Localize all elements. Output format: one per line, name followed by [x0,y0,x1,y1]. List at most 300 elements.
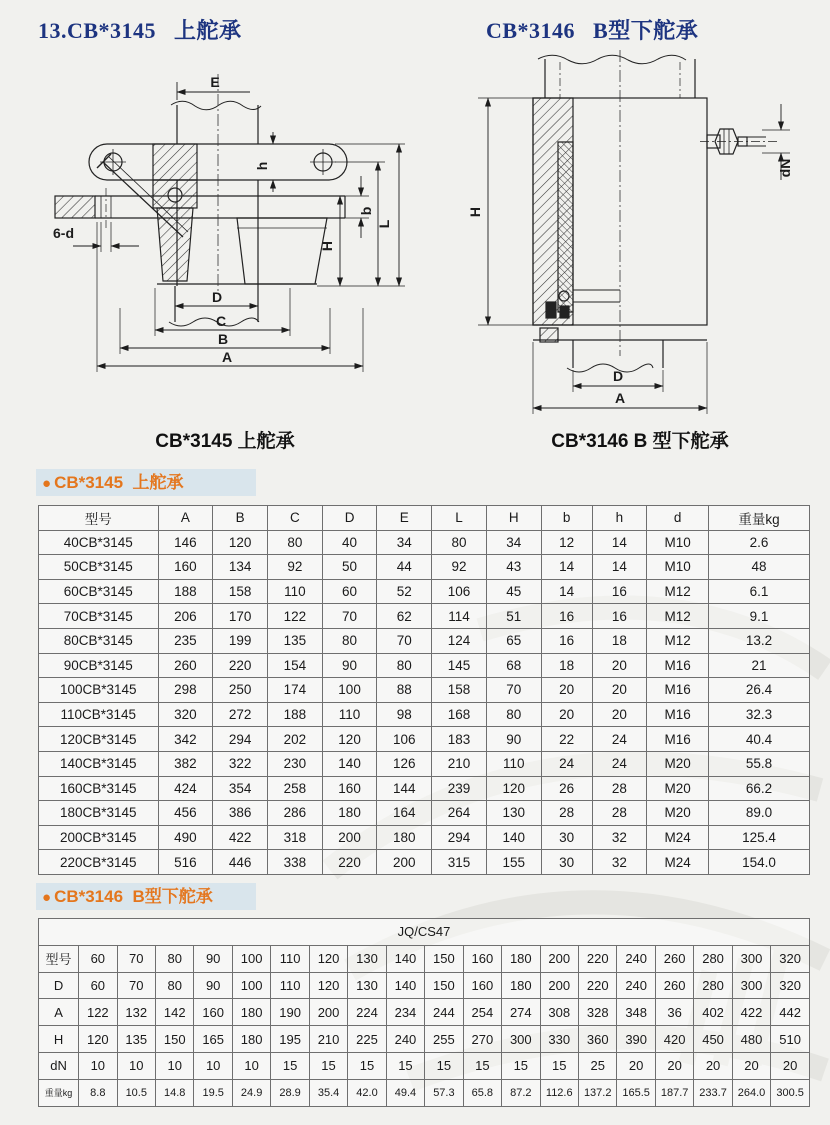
dim-label-C: C [215,313,227,329]
table-body [39,945,810,1106]
table-row [39,1052,810,1079]
table-cell: 10 [79,1052,117,1079]
column-header: 重量kg [708,506,809,531]
table-cell: 48 [708,555,809,580]
table-cell: 20 [732,1052,770,1079]
table-cell: 80 [156,972,194,999]
table-cell: 286 [267,801,322,826]
table-cell: 90 [322,653,377,678]
table-cell: 9.1 [708,604,809,629]
table-cell: 12 [541,530,592,555]
table-cell: 57.3 [425,1079,463,1106]
table-cell: M10 [647,530,709,555]
dim-label-H: H [467,206,483,218]
table-cell: 49.4 [386,1079,424,1106]
table-cell: 80 [322,628,377,653]
table-cell: 14 [541,555,592,580]
section-header-cb3146 [36,883,256,910]
table-cell: 130 [486,801,541,826]
table-cell: 10 [117,1052,155,1079]
column-header: 型号 [39,506,159,531]
table-cell: 510 [771,1026,810,1053]
table-cell: 450 [694,1026,732,1053]
table-row [39,727,810,752]
table-cell: 70CB*3145 [39,604,159,629]
table-cell: M24 [647,850,709,875]
table-cell: 272 [213,702,268,727]
dim-label-dN: dN [777,158,793,178]
table-cell: 28 [541,801,592,826]
table-cell: 140 [322,751,377,776]
table-cell: 135 [117,1026,155,1053]
table-cell: 142 [156,999,194,1026]
table-cell: 20 [592,678,647,703]
table-cell: 68 [486,653,541,678]
table-cell: 19.5 [194,1079,232,1106]
table-cell: 34 [377,530,432,555]
table-row [39,945,810,972]
table-row [39,1026,810,1053]
table-cell: dN [39,1052,79,1079]
table-cell: 32 [592,850,647,875]
section-header-text: CB*3145 上舵承 [54,473,184,492]
table-cell: 90CB*3145 [39,653,159,678]
table-cell: 120 [486,776,541,801]
table-cell: A [39,999,79,1026]
table-row [39,604,810,629]
column-header: E [377,506,432,531]
table-cell: 100CB*3145 [39,678,159,703]
table-cell: 165 [194,1026,232,1053]
table-cell: 100 [232,972,270,999]
table-cell: 80 [156,945,194,972]
table-cell: 98 [377,702,432,727]
table-cell: 40 [322,530,377,555]
column-header: B [213,506,268,531]
table-cell: 254 [463,999,501,1026]
table-cell: 160 [463,972,501,999]
dim-label-B: B [217,331,229,347]
table-cell: 264.0 [732,1079,770,1106]
table-cell: 16 [541,628,592,653]
table-cell: 180 [377,825,432,850]
table-cell: 70 [117,945,155,972]
table-cell: 480 [732,1026,770,1053]
table-cell: 202 [267,727,322,752]
table-cell: 165.5 [617,1079,655,1106]
table-cell: M12 [647,579,709,604]
table-cell: M16 [647,727,709,752]
caption-cb3145: CB*3145 上舵承 [155,431,295,452]
table-cell: 130 [348,972,386,999]
table-cell: 21 [708,653,809,678]
table-cell: 32.3 [708,702,809,727]
table-cell: 240 [386,1026,424,1053]
table-cell: 90 [194,972,232,999]
table-cell: 20 [541,702,592,727]
table-cell: 160 [322,776,377,801]
table-cell: 294 [213,727,268,752]
table-cell: 100 [322,678,377,703]
table-cell: 125.4 [708,825,809,850]
table-cell: 110 [322,702,377,727]
table-cell: 160 [158,555,213,580]
table-cell: 80 [486,702,541,727]
table-cell: 137.2 [578,1079,616,1106]
table-cell: 124 [432,628,487,653]
table-cell: 188 [158,579,213,604]
table-cell: 110 [486,751,541,776]
table-cell: 60 [79,972,117,999]
table-cell: 308 [540,999,578,1026]
table-cell: 420 [655,1026,693,1053]
table-cell: 490 [158,825,213,850]
table-cell: 422 [213,825,268,850]
table-cell: 87.2 [502,1079,540,1106]
table-cell: 390 [617,1026,655,1053]
table-cell: M10 [647,555,709,580]
table-cell: 43 [486,555,541,580]
table-cell: 8.8 [79,1079,117,1106]
table-cell: 30 [541,850,592,875]
table-cell: 15 [271,1052,309,1079]
table-cell: 70 [486,678,541,703]
table-cell: 20 [617,1052,655,1079]
dim-label-L: L [376,219,392,229]
table-cell: 型号 [39,945,79,972]
table-cell: 164 [377,801,432,826]
table-cell: 50 [322,555,377,580]
table-cell: 280 [694,972,732,999]
column-header: H [486,506,541,531]
table-cell: 14 [541,579,592,604]
table-cell: 60CB*3145 [39,579,159,604]
table-cell: 168 [432,702,487,727]
table-cell: 183 [432,727,487,752]
table-cell: 250 [213,678,268,703]
table-cell: 300.5 [771,1079,810,1106]
table-cell: 188 [267,702,322,727]
table-cell: 114 [432,604,487,629]
table-row [39,579,810,604]
table-cell: 20 [592,702,647,727]
table-cell: 230 [267,751,322,776]
table-cell: 130 [348,945,386,972]
column-header: L [432,506,487,531]
table-cell: 180 [232,999,270,1026]
table-cell: 225 [348,1026,386,1053]
table-cell: 60 [322,579,377,604]
table-cell: 80 [432,530,487,555]
table-cell: 70 [117,972,155,999]
section-header-text: CB*3146 B型下舵承 [54,887,213,906]
table-cell: 20 [592,653,647,678]
table-cell: 155 [486,850,541,875]
table-cell: 10 [156,1052,194,1079]
table-cell: M16 [647,702,709,727]
table-cell: 145 [432,653,487,678]
table-cell: 220 [578,972,616,999]
table-cell: 200 [377,850,432,875]
column-header: D [322,506,377,531]
table-cell: 14 [592,555,647,580]
table-cell: 264 [432,801,487,826]
table-cell: 40CB*3145 [39,530,159,555]
table-cell: 260 [655,972,693,999]
table-cell: 158 [213,579,268,604]
table-cell: 65 [486,628,541,653]
table-cell: 154.0 [708,850,809,875]
table-cell: M16 [647,678,709,703]
span-header-row [39,919,810,946]
table-cell: M16 [647,653,709,678]
table-cell: 16 [592,604,647,629]
table-cell: 206 [158,604,213,629]
table-row [39,751,810,776]
table-cell: 28.9 [271,1079,309,1106]
table-cell: 90 [486,727,541,752]
table-cell: 240 [617,945,655,972]
dim-label-A: A [221,349,233,365]
table-cell: 233.7 [694,1079,732,1106]
cb3145-drawing [45,56,445,423]
standard-code-cell: JQ/CS47 [39,919,810,946]
table-cell: 424 [158,776,213,801]
column-header: h [592,506,647,531]
table-cell: 122 [79,999,117,1026]
table-cell: 70 [322,604,377,629]
table-cell: 26 [541,776,592,801]
table-cell: 134 [213,555,268,580]
table-cell: 10.5 [117,1079,155,1106]
table-cell: 170 [213,604,268,629]
cb3145-spec-table [38,505,810,875]
table-cell: 15 [540,1052,578,1079]
table-cell: 140 [386,972,424,999]
table-cell: 318 [267,825,322,850]
table-cell: 14 [592,530,647,555]
table-cell: 354 [213,776,268,801]
table-cell: 15 [425,1052,463,1079]
table-cell: 26.4 [708,678,809,703]
table-row [39,801,810,826]
dim-label-H: H [319,240,335,252]
table-cell: 320 [771,972,810,999]
table-cell: 260 [158,653,213,678]
table-cell: 386 [213,801,268,826]
table-cell: 70 [377,628,432,653]
table-body [39,530,810,874]
table-cell: 516 [158,850,213,875]
table-cell: 120CB*3145 [39,727,159,752]
table-cell: 55.8 [708,751,809,776]
table-header-row [39,506,810,531]
table-cell: 150 [425,945,463,972]
dim-label-E: E [210,74,220,90]
table-cell: 13.2 [708,628,809,653]
table-cell: 160 [463,945,501,972]
table-cell: 20 [655,1052,693,1079]
table-cell: 298 [158,678,213,703]
table-cell: 42.0 [348,1079,386,1106]
table-cell: 210 [309,1026,347,1053]
table-cell: 110 [271,945,309,972]
table-cell: 180 [502,945,540,972]
table-cell: 342 [158,727,213,752]
table-cell: 255 [425,1026,463,1053]
table-header [39,919,810,946]
table-row [39,653,810,678]
table-cell: 120 [213,530,268,555]
table-cell: 32 [592,825,647,850]
table-cell: 382 [158,751,213,776]
table-cell: 140CB*3145 [39,751,159,776]
table-row [39,555,810,580]
table-cell: 15 [309,1052,347,1079]
table-cell: 158 [432,678,487,703]
table-cell: 65.8 [463,1079,501,1106]
table-cell: 132 [117,999,155,1026]
table-cell: 220 [578,945,616,972]
table-cell: 22 [541,727,592,752]
table-cell: 30 [541,825,592,850]
dim-label-h: h [254,161,270,171]
table-cell: M12 [647,628,709,653]
table-cell: 320 [771,945,810,972]
table-cell: 15 [348,1052,386,1079]
table-cell: 18 [592,628,647,653]
table-row [39,850,810,875]
table-cell: 20 [771,1052,810,1079]
table-cell: 160 [194,999,232,1026]
bullet-icon: ● [42,889,52,906]
table-cell: 180 [502,972,540,999]
dim-label-D: D [211,289,223,305]
table-row [39,530,810,555]
table-cell: 15 [463,1052,501,1079]
table-cell: 66.2 [708,776,809,801]
table-cell: 300 [732,945,770,972]
table-cell: 15 [502,1052,540,1079]
table-cell: 80 [377,653,432,678]
table-cell: 160CB*3145 [39,776,159,801]
table-cell: 120 [322,727,377,752]
table-cell: 89.0 [708,801,809,826]
caption-cb3146: CB*3146 B 型下舵承 [551,431,729,452]
table-cell: 274 [502,999,540,1026]
table-cell: 24 [541,751,592,776]
table-cell: 90 [194,945,232,972]
table-cell: 258 [267,776,322,801]
table-cell: D [39,972,79,999]
column-header: A [158,506,213,531]
table-cell: 50CB*3145 [39,555,159,580]
table-header [39,506,810,531]
table-cell: 240 [617,972,655,999]
table-cell: 24.9 [232,1079,270,1106]
table-cell: 200 [540,972,578,999]
table-cell: 180CB*3145 [39,801,159,826]
table-cell: 36 [655,999,693,1026]
table-row [39,702,810,727]
table-cell: 112.6 [540,1079,578,1106]
table-cell: 10 [194,1052,232,1079]
table-cell: 446 [213,850,268,875]
table-cell: 44 [377,555,432,580]
table-cell: 150 [425,972,463,999]
table-cell: 200 [540,945,578,972]
page-title-cb3146: CB*3146 B型下舵承 [486,18,699,43]
table-cell: 244 [425,999,463,1026]
table-cell: M20 [647,801,709,826]
table-cell: 187.7 [655,1079,693,1106]
table-cell: 106 [377,727,432,752]
table-cell: 120 [309,972,347,999]
table-cell: 360 [578,1026,616,1053]
table-cell: 120 [309,945,347,972]
table-cell: 80 [267,530,322,555]
table-cell: H [39,1026,79,1053]
table-cell: 200 [322,825,377,850]
table-cell: 200CB*3145 [39,825,159,850]
table-cell: 239 [432,776,487,801]
table-cell: 234 [386,999,424,1026]
table-cell: 190 [271,999,309,1026]
table-cell: 146 [158,530,213,555]
table-cell: 34 [486,530,541,555]
table-cell: 150 [156,1026,194,1053]
dim-label-6d: 6-d [53,225,74,241]
table-cell: 2.6 [708,530,809,555]
table-row [39,628,810,653]
table-cell: M20 [647,751,709,776]
column-header: d [647,506,709,531]
table-cell: 210 [432,751,487,776]
table-cell: 135 [267,628,322,653]
table-cell: 6.1 [708,579,809,604]
table-cell: 20 [541,678,592,703]
table-cell: 180 [322,801,377,826]
column-header: b [541,506,592,531]
table-cell: 315 [432,850,487,875]
table-cell: 35.4 [309,1079,347,1106]
table-cell: 224 [348,999,386,1026]
table-cell: 18 [541,653,592,678]
table-cell: 110CB*3145 [39,702,159,727]
dim-label-D: D [612,368,624,384]
table-cell: 199 [213,628,268,653]
table-cell: 14.8 [156,1079,194,1106]
cb3146-spec-table [38,918,810,1107]
table-cell: 320 [158,702,213,727]
table-cell: 422 [732,999,770,1026]
table-cell: 24 [592,727,647,752]
table-cell: 80CB*3145 [39,628,159,653]
table-cell: 328 [578,999,616,1026]
table-cell: 62 [377,604,432,629]
bullet-icon: ● [42,475,52,492]
table-cell: 200 [309,999,347,1026]
table-cell: 260 [655,945,693,972]
table-cell: 28 [592,801,647,826]
table-cell: 126 [377,751,432,776]
column-header: C [267,506,322,531]
table-cell: 442 [771,999,810,1026]
table-cell: 122 [267,604,322,629]
table-row [39,972,810,999]
table-cell: 338 [267,850,322,875]
table-cell: 140 [386,945,424,972]
